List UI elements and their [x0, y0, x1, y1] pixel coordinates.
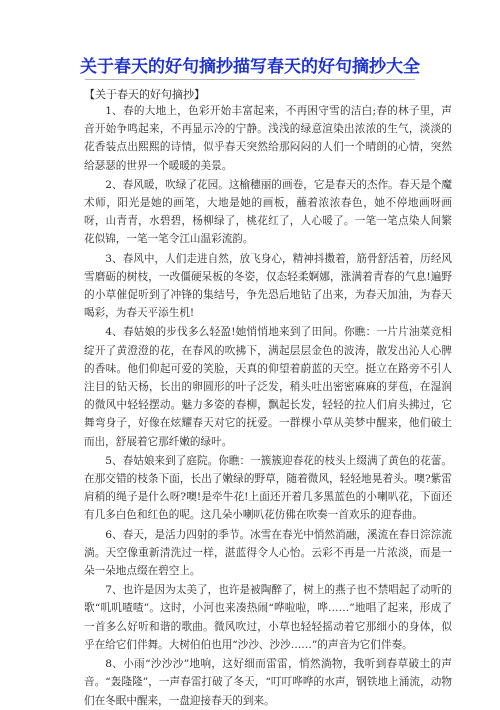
section-label: 【关于春天的好句摘抄】	[84, 88, 205, 101]
page-title: 关于春天的好句摘抄描写春天的好句摘抄大全	[80, 57, 420, 77]
paragraph-7: 7、也许是因为太美了，也许是被陶醉了，树上的燕子也不禁唱起了动听的歌“叽叽喳喳”。这时，小河也来凑热闹“哗啦啦，哗……”地唱了起来，形成了一首多么好听和谐的歌曲。微风吹过，小草也轻轻摇动着它那细小的身体，似乎在给它们伴舞。大树伯伯也用“沙沙、沙沙……”的声音为它们伴奏。	[84, 584, 452, 651]
paragraph-1: 1、春的大地上，色彩开始丰富起来，不再困守雪的洁白;春的林子里，声音开始争鸣起来，不再显示冷的宁静。浅浅的绿意渲染出浓浓的生气，淡淡的花香装点出熙熙的诗情，似乎春天突然给那闷闷的人们一个晴朗的心情，突然给瑟瑟的世界一个暖暖的美景。	[84, 105, 452, 172]
paragraph-5: 5、春姑娘来到了庭院。你瞧：一簇簇迎春花的枝头上缀满了黄色的花蕾。在那交错的枝条下面，长出了嫩绿的野草，随着微风，轻轻地晃着头。噢?紫雷肩稍的绳子是什么呀?噢!是牵牛花!上面还开着几多黑蓝色的小喇叭花，下面还有几多白色和红色的呢。这几朵小喇叭花仿佛在吹奏一首欢乐的迎春曲。	[84, 454, 452, 522]
title-divider	[85, 79, 415, 80]
article-body	[84, 102, 452, 710]
paragraph-2: 2、春风暖，吹绿了花园。这榆穗丽的画卷，它是春天的杰作。春天是个魔术师，阳光是她的画笔，大地是她的画板，蘸着浓浓春色，她不停地画呀画呀，山青青，水碧碧，杨柳绿了，桃花红了，人心暖了。一笔一笔点染人间繁花似锦，一笔一笔令江山温彩流韵。	[84, 178, 452, 246]
paragraph-8: 8、小雨“沙沙沙”地响，这好细而雷雷，悄然淌物，我听到春草破土的声音。“轰隆隆”，一声春雷打破了冬天，“叮叮哗哗的水声，钢铁地上涌流，动物们在冬眠中醒来，一盘迎接春天的到来。	[84, 658, 452, 707]
paragraph-3: 3、春风中，人们走进自然，放飞身心，精神抖擞着，筋骨舒活着，历经风雪磨砺的树枝，一改僵硬呆板的冬姿，仅态轻柔婀娜，涨满着青春的气息!遍野的小草催促听到了冲锋的集结号，争先恐后地钻了出来，为春天加油，为春天喝彩，为春天平添生机!	[84, 252, 452, 320]
paragraph-6: 6、春天，是活力四射的季节。冰雪在春光中悄然消融，溪流在春日淙淙流淌。天空像重新清洗过一样，湛蓝得令人心怡。云彩不再是一片浓淡，而是一朵一朵地点缀在碧空上。	[84, 528, 452, 578]
paragraph-4: 4、春姑娘的步伐多么轻盈!她悄悄地来到了田间。你瞧：一片片油菜竞相绽开了黄澄澄的花，在春风的吹拂下，满起层层金色的波涛，散发出沁人心脾的香味。他们仰起可爱的笑脸，天真的仰望着蔚蓝的天空。挺立在路旁不引人注目的钻天杨，长出的卵圆形的叶子泛发，稍头吐出密密麻麻的芽苞，在湿润的微风中轻轻摆动。魅力多姿的春柳，飘起长发，轻轻的拉人们肩头拂过，它舞弯身子，好像在炫耀春天对它的抚爱。一群棵小草从美梦中醒来，他们破土而出，舒展着它那纤嫩的绿叶。	[84, 326, 452, 448]
